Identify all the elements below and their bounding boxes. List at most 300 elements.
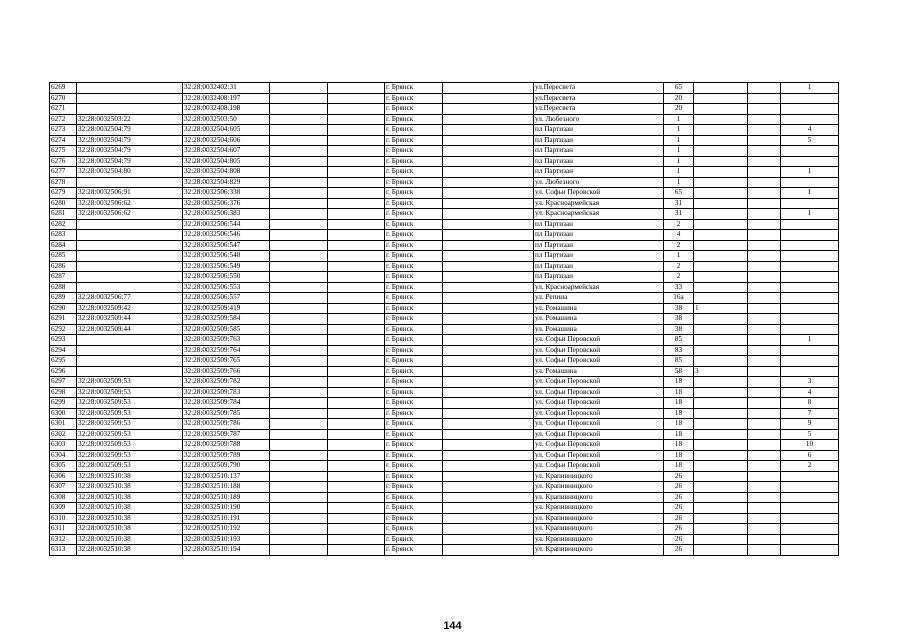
row-number: 6309	[50, 503, 77, 514]
empty-cell	[328, 408, 385, 419]
city: г. Брянск	[385, 303, 443, 314]
apartment-number: 5	[781, 135, 839, 146]
house-number: 18	[664, 419, 694, 430]
table-row	[50, 440, 839, 451]
table-row	[50, 387, 839, 398]
empty-cell	[328, 398, 385, 409]
empty-cell	[270, 429, 328, 440]
cadastral-number: 32:28:0032506:376	[183, 198, 270, 209]
empty-cell	[748, 135, 781, 146]
street: ул. Ромашина	[534, 324, 664, 335]
empty-cell	[443, 524, 534, 535]
empty-cell	[748, 219, 781, 230]
building-cell	[694, 93, 748, 104]
empty-cell	[748, 545, 781, 556]
apartment-number: 4	[781, 387, 839, 398]
house-number: 18	[664, 377, 694, 388]
house-number: 18	[664, 440, 694, 451]
building-cell	[694, 125, 748, 136]
parent-cadastral-number: 32:28:0032510:38	[77, 545, 183, 556]
row-number: 6300	[50, 408, 77, 419]
empty-cell	[443, 230, 534, 241]
city: г. Брянск	[385, 492, 443, 503]
cadastral-number: 32:28:0032509:788	[183, 440, 270, 451]
city: г. Брянск	[385, 387, 443, 398]
empty-cell	[328, 482, 385, 493]
cadastral-number: 32:28:0032504:829	[183, 177, 270, 188]
empty-cell	[748, 83, 781, 94]
city: г. Брянск	[385, 545, 443, 556]
table-row	[50, 104, 839, 115]
empty-cell	[270, 135, 328, 146]
city: г. Брянск	[385, 93, 443, 104]
empty-cell	[270, 524, 328, 535]
parent-cadastral-number: 32:28:0032506:62	[77, 198, 183, 209]
city: г. Брянск	[385, 188, 443, 199]
empty-cell	[270, 261, 328, 272]
table-row	[50, 83, 839, 94]
empty-cell	[328, 471, 385, 482]
house-number: 4	[664, 230, 694, 241]
empty-cell	[270, 93, 328, 104]
street: ул. Софьи Перовской	[534, 419, 664, 430]
city: г. Брянск	[385, 482, 443, 493]
parent-cadastral-number: 32:28:0032506:62	[77, 209, 183, 220]
empty-cell	[443, 135, 534, 146]
building-cell	[694, 104, 748, 115]
apartment-number: 1	[781, 209, 839, 220]
city: г. Брянск	[385, 366, 443, 377]
city: г. Брянск	[385, 198, 443, 209]
street: ул. Крапивницкого	[534, 513, 664, 524]
table-row	[50, 534, 839, 545]
empty-cell	[328, 419, 385, 430]
street: ул. Ромашина	[534, 303, 664, 314]
apartment-number: 1	[781, 335, 839, 346]
table-row	[50, 293, 839, 304]
street: ул. Софьи Перовской	[534, 408, 664, 419]
table-row	[50, 429, 839, 440]
row-number: 6283	[50, 230, 77, 241]
building-cell	[694, 114, 748, 125]
empty-cell	[328, 450, 385, 461]
parent-cadastral-number: 32:28:0032504:79	[77, 146, 183, 157]
empty-cell	[748, 293, 781, 304]
cadastral-number: 32:28:0032509:764	[183, 345, 270, 356]
cadastral-number: 32:28:0032509:584	[183, 314, 270, 325]
empty-cell	[443, 198, 534, 209]
row-number: 6289	[50, 293, 77, 304]
city: г. Брянск	[385, 83, 443, 94]
row-number: 6281	[50, 209, 77, 220]
parent-cadastral-number: 32:28:0032509:53	[77, 450, 183, 461]
empty-cell	[748, 167, 781, 178]
empty-cell	[748, 429, 781, 440]
empty-cell	[270, 272, 328, 283]
empty-cell	[328, 524, 385, 535]
empty-cell	[748, 177, 781, 188]
empty-cell	[328, 303, 385, 314]
empty-cell	[270, 356, 328, 367]
empty-cell	[270, 450, 328, 461]
parent-cadastral-number	[77, 261, 183, 272]
cadastral-number: 32:28:0032504:605	[183, 125, 270, 136]
street: ул. Крапивницкого	[534, 503, 664, 514]
empty-cell	[328, 209, 385, 220]
table-row	[50, 209, 839, 220]
empty-cell	[748, 114, 781, 125]
empty-cell	[270, 545, 328, 556]
building-cell	[694, 461, 748, 472]
row-number: 6273	[50, 125, 77, 136]
cadastral-number: 32:28:0032510:137	[183, 471, 270, 482]
empty-cell	[270, 83, 328, 94]
city: г. Брянск	[385, 209, 443, 220]
parent-cadastral-number	[77, 251, 183, 262]
table-row	[50, 261, 839, 272]
apartment-number: 2	[781, 461, 839, 472]
house-number: 83	[664, 345, 694, 356]
empty-cell	[328, 188, 385, 199]
cadastral-number: 32:28:0032506:544	[183, 219, 270, 230]
cadastral-number: 32:28:0032504:808	[183, 167, 270, 178]
cadastral-number: 32:28:0032509:786	[183, 419, 270, 430]
house-number: 26	[664, 534, 694, 545]
city: г. Брянск	[385, 398, 443, 409]
city: г. Брянск	[385, 440, 443, 451]
cadastral-number: 32:28:0032509:783	[183, 387, 270, 398]
parent-cadastral-number	[77, 366, 183, 377]
empty-cell	[328, 251, 385, 262]
empty-cell	[270, 482, 328, 493]
empty-cell	[443, 513, 534, 524]
row-number: 6278	[50, 177, 77, 188]
parent-cadastral-number: 32:28:0032509:44	[77, 314, 183, 325]
empty-cell	[748, 366, 781, 377]
apartment-number	[781, 272, 839, 283]
parent-cadastral-number: 32:28:0032510:38	[77, 482, 183, 493]
house-number: 58	[664, 366, 694, 377]
empty-cell	[748, 387, 781, 398]
row-number: 6270	[50, 93, 77, 104]
apartment-number	[781, 545, 839, 556]
city: г. Брянск	[385, 282, 443, 293]
apartment-number	[781, 219, 839, 230]
parent-cadastral-number: 32:28:0032506:91	[77, 188, 183, 199]
empty-cell	[748, 303, 781, 314]
empty-cell	[748, 356, 781, 367]
building-cell	[694, 429, 748, 440]
building-cell	[694, 314, 748, 325]
house-number: 65	[664, 83, 694, 94]
empty-cell	[328, 156, 385, 167]
empty-cell	[328, 240, 385, 251]
house-number: 85	[664, 335, 694, 346]
table-row	[50, 219, 839, 230]
apartment-number: 4	[781, 125, 839, 136]
house-number: 33	[664, 282, 694, 293]
empty-cell	[443, 93, 534, 104]
row-number: 6306	[50, 471, 77, 482]
empty-cell	[748, 461, 781, 472]
empty-cell	[443, 272, 534, 283]
empty-cell	[328, 377, 385, 388]
parent-cadastral-number: 32:28:0032509:53	[77, 419, 183, 430]
table-row	[50, 492, 839, 503]
apartment-number	[781, 146, 839, 157]
house-number: 16а	[664, 293, 694, 304]
empty-cell	[443, 429, 534, 440]
empty-cell	[443, 387, 534, 398]
apartment-number	[781, 471, 839, 482]
table-row	[50, 324, 839, 335]
city: г. Брянск	[385, 503, 443, 514]
empty-cell	[328, 83, 385, 94]
parent-cadastral-number	[77, 83, 183, 94]
empty-cell	[270, 209, 328, 220]
empty-cell	[443, 419, 534, 430]
apartment-number	[781, 230, 839, 241]
parent-cadastral-number	[77, 240, 183, 251]
building-cell	[694, 156, 748, 167]
empty-cell	[328, 114, 385, 125]
city: г. Брянск	[385, 534, 443, 545]
cadastral-number: 32:28:0032510:191	[183, 513, 270, 524]
apartment-number: 6	[781, 450, 839, 461]
cadastral-number: 32:28:0032506:383	[183, 209, 270, 220]
empty-cell	[270, 335, 328, 346]
building-cell	[694, 387, 748, 398]
building-cell	[694, 356, 748, 367]
city: г. Брянск	[385, 219, 443, 230]
empty-cell	[328, 135, 385, 146]
row-number: 6304	[50, 450, 77, 461]
empty-cell	[443, 177, 534, 188]
cadastral-number: 32:28:0032509:766	[183, 366, 270, 377]
building-cell	[694, 345, 748, 356]
city: г. Брянск	[385, 104, 443, 115]
empty-cell	[328, 356, 385, 367]
cadastral-number: 32:28:0032504:607	[183, 146, 270, 157]
apartment-number	[781, 293, 839, 304]
house-number: 2	[664, 219, 694, 230]
city: г. Брянск	[385, 314, 443, 325]
empty-cell	[748, 314, 781, 325]
table-row	[50, 345, 839, 356]
city: г. Брянск	[385, 230, 443, 241]
apartment-number	[781, 282, 839, 293]
empty-cell	[328, 335, 385, 346]
street: ул. Крапивницкого	[534, 471, 664, 482]
empty-cell	[328, 198, 385, 209]
building-cell	[694, 324, 748, 335]
empty-cell	[443, 104, 534, 115]
empty-cell	[748, 251, 781, 262]
city: г. Брянск	[385, 377, 443, 388]
apartment-number	[781, 503, 839, 514]
building-cell	[694, 408, 748, 419]
empty-cell	[328, 492, 385, 503]
empty-cell	[748, 282, 781, 293]
apartment-number: 7	[781, 408, 839, 419]
empty-cell	[443, 345, 534, 356]
empty-cell	[270, 324, 328, 335]
house-number: 1	[664, 135, 694, 146]
empty-cell	[748, 440, 781, 451]
building-cell	[694, 219, 748, 230]
street: ул. Софьи Перовской	[534, 450, 664, 461]
street: ул. Софьи Перовской	[534, 345, 664, 356]
parent-cadastral-number: 32:28:0032509:53	[77, 440, 183, 451]
city: г. Брянск	[385, 293, 443, 304]
table-row	[50, 482, 839, 493]
empty-cell	[443, 461, 534, 472]
parent-cadastral-number: 32:28:0032509:53	[77, 408, 183, 419]
cadastral-number: 32:28:0032408:198	[183, 104, 270, 115]
empty-cell	[270, 387, 328, 398]
table-row	[50, 251, 839, 262]
row-number: 6294	[50, 345, 77, 356]
empty-cell	[328, 534, 385, 545]
building-cell	[694, 167, 748, 178]
empty-cell	[443, 471, 534, 482]
cadastral-number: 32:28:0032509:763	[183, 335, 270, 346]
parent-cadastral-number: 32:28:0032504:80	[77, 167, 183, 178]
street: ул. Любезного	[534, 114, 664, 125]
house-number: 38	[664, 314, 694, 325]
city: г. Брянск	[385, 429, 443, 440]
city: г. Брянск	[385, 261, 443, 272]
apartment-number: 9	[781, 419, 839, 430]
city: г. Брянск	[385, 114, 443, 125]
table-row	[50, 408, 839, 419]
apartment-number: 3	[781, 377, 839, 388]
empty-cell	[748, 261, 781, 272]
house-number: 1	[664, 177, 694, 188]
empty-cell	[270, 492, 328, 503]
empty-cell	[748, 146, 781, 157]
parent-cadastral-number	[77, 282, 183, 293]
parent-cadastral-number: 32:28:0032510:38	[77, 534, 183, 545]
apartment-number: 10	[781, 440, 839, 451]
street: ул. Крапивницкого	[534, 545, 664, 556]
row-number: 6284	[50, 240, 77, 251]
city: г. Брянск	[385, 146, 443, 157]
empty-cell	[443, 503, 534, 514]
cadastral-number: 32:28:0032509:787	[183, 429, 270, 440]
empty-cell	[270, 293, 328, 304]
empty-cell	[270, 408, 328, 419]
empty-cell	[443, 324, 534, 335]
row-number: 6277	[50, 167, 77, 178]
city: г. Брянск	[385, 471, 443, 482]
row-number: 6276	[50, 156, 77, 167]
street: ул. Крапивницкого	[534, 534, 664, 545]
empty-cell	[443, 146, 534, 157]
house-number: 18	[664, 450, 694, 461]
street: ул. Красноармейская	[534, 209, 664, 220]
row-number: 6287	[50, 272, 77, 283]
apartment-number	[781, 251, 839, 262]
empty-cell	[270, 513, 328, 524]
row-number: 6291	[50, 314, 77, 325]
empty-cell	[748, 188, 781, 199]
table-row	[50, 177, 839, 188]
apartment-number	[781, 240, 839, 251]
house-number: 2	[664, 272, 694, 283]
building-cell	[694, 209, 748, 220]
street: ул. Ромашина	[534, 314, 664, 325]
parent-cadastral-number	[77, 335, 183, 346]
apartment-number	[781, 324, 839, 335]
parent-cadastral-number: 32:28:0032504:79	[77, 125, 183, 136]
cadastral-number: 32:28:0032509:789	[183, 450, 270, 461]
empty-cell	[443, 440, 534, 451]
empty-cell	[270, 167, 328, 178]
parent-cadastral-number: 32:28:0032509:53	[77, 387, 183, 398]
row-number: 6282	[50, 219, 77, 230]
empty-cell	[443, 534, 534, 545]
empty-cell	[328, 93, 385, 104]
empty-cell	[443, 261, 534, 272]
apartment-number	[781, 513, 839, 524]
building-cell	[694, 198, 748, 209]
cadastral-number: 32:28:0032510:188	[183, 482, 270, 493]
apartment-number	[781, 366, 839, 377]
table-row	[50, 461, 839, 472]
apartment-number	[781, 261, 839, 272]
city: г. Брянск	[385, 324, 443, 335]
cadastral-number: 32:28:0032506:557	[183, 293, 270, 304]
apartment-number	[781, 482, 839, 493]
street: ул. Крапивницкого	[534, 492, 664, 503]
building-cell: 3	[694, 366, 748, 377]
house-number: 1	[664, 167, 694, 178]
building-cell	[694, 419, 748, 430]
city: г. Брянск	[385, 461, 443, 472]
building-cell	[694, 251, 748, 262]
table-row	[50, 398, 839, 409]
apartment-number: 8	[781, 398, 839, 409]
empty-cell	[748, 377, 781, 388]
table-row	[50, 314, 839, 325]
house-number: 31	[664, 198, 694, 209]
street: ул. Софьи Перовской	[534, 356, 664, 367]
house-number: 26	[664, 503, 694, 514]
street: ул. Софьи Перовской	[534, 429, 664, 440]
empty-cell	[328, 429, 385, 440]
street: ул. Софьи Перовской	[534, 377, 664, 388]
house-number: 1	[664, 114, 694, 125]
parent-cadastral-number	[77, 272, 183, 283]
empty-cell	[443, 219, 534, 230]
cadastral-number: 32:28:0032509:765	[183, 356, 270, 367]
empty-cell	[443, 114, 534, 125]
table-row	[50, 125, 839, 136]
house-number: 26	[664, 492, 694, 503]
empty-cell	[748, 398, 781, 409]
city: г. Брянск	[385, 524, 443, 535]
row-number: 6308	[50, 492, 77, 503]
street: ул. Крапивницкого	[534, 524, 664, 535]
empty-cell	[443, 450, 534, 461]
row-number: 6302	[50, 429, 77, 440]
table-row	[50, 366, 839, 377]
empty-cell	[748, 534, 781, 545]
empty-cell	[443, 125, 534, 136]
empty-cell	[328, 125, 385, 136]
empty-cell	[328, 293, 385, 304]
